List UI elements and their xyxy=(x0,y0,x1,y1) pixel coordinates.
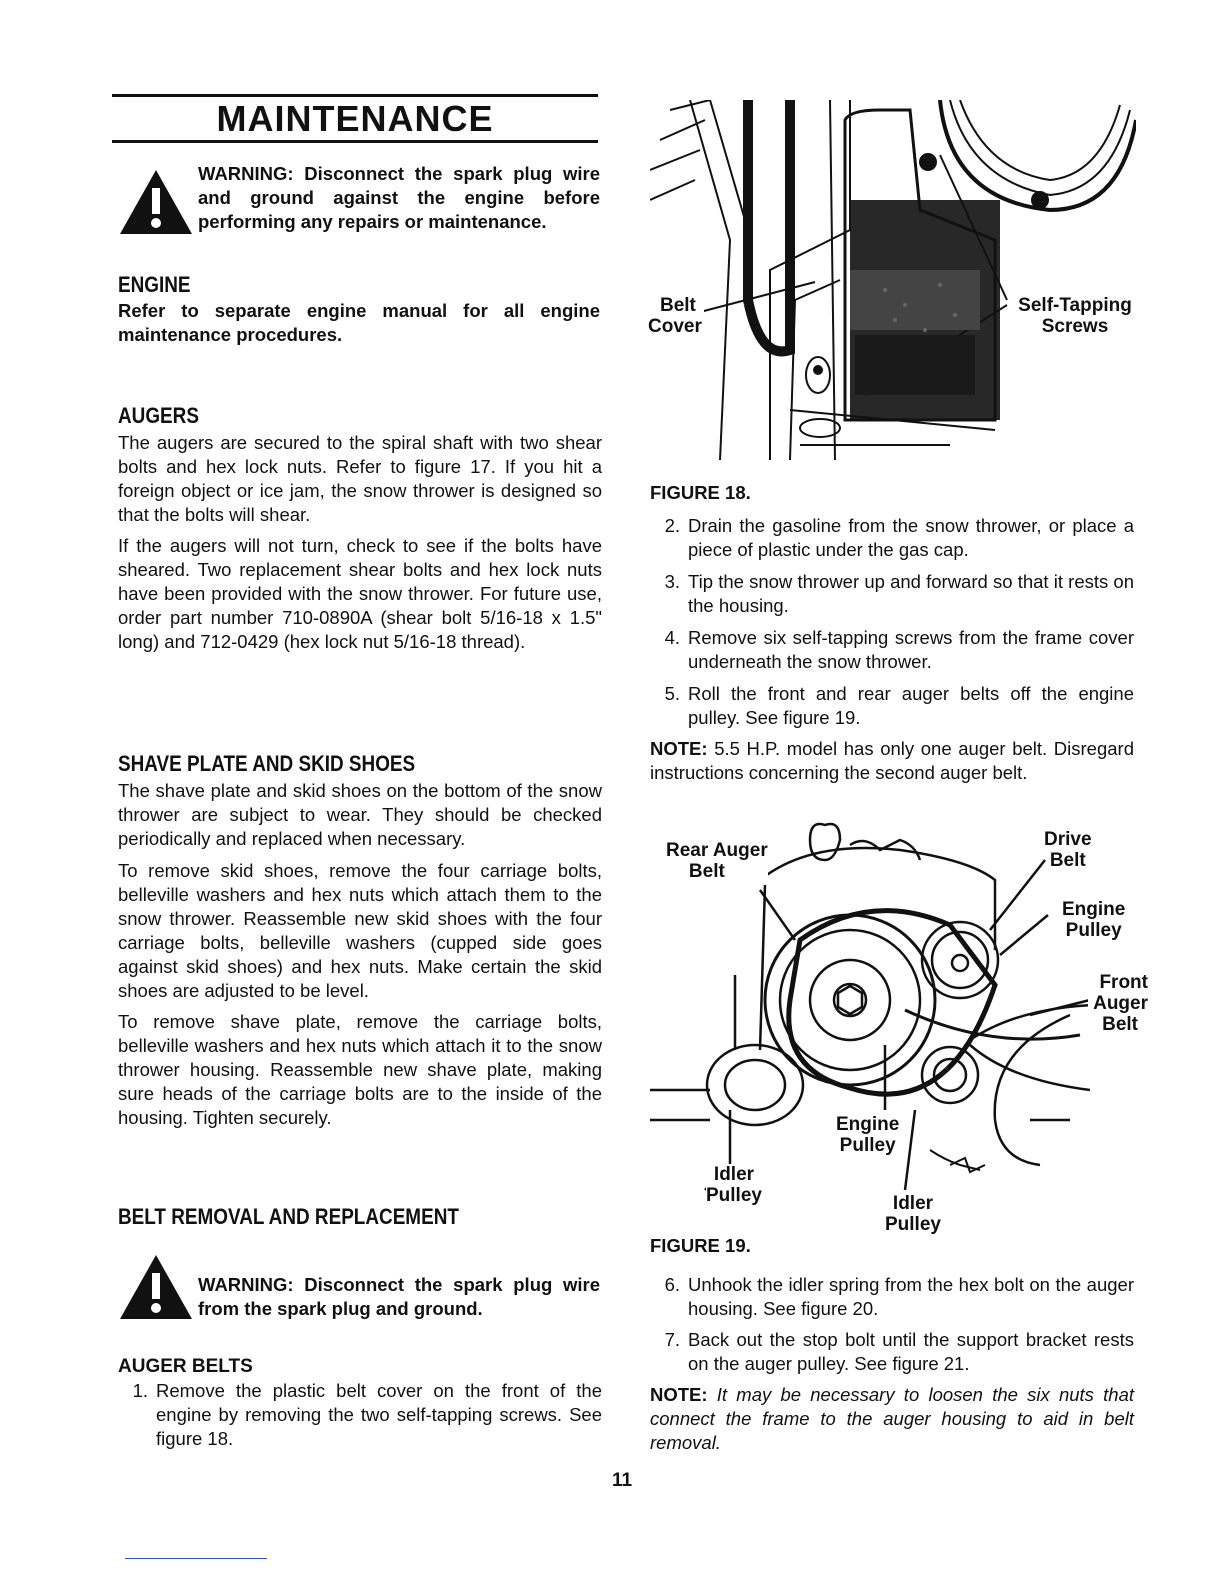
warning-triangle-icon xyxy=(118,168,194,236)
step-3-number: 3. xyxy=(664,571,680,592)
figure-19-label-rear-auger-belt xyxy=(666,840,768,882)
figure-19-label-idler-pulley-right xyxy=(885,1193,941,1235)
augers-heading: AUGERS xyxy=(118,403,199,428)
idler-left-line-1: Idler xyxy=(713,1164,755,1185)
augers-paragraph-1: The augers are secured to the spiral shaft with two shear bolts and hex lock nuts. Refer to figure 17. If you hit a foreign object or ice jam, the snow thrower is designed so that the bolts will shear. xyxy=(118,432,602,525)
warning-2-text: Disconnect the spark plug wire from the spark plug and ground. xyxy=(198,1274,601,1319)
warning-1-label: WARNING: xyxy=(198,163,294,184)
step-6 xyxy=(650,1273,1134,1323)
step-1 xyxy=(118,1379,602,1455)
note-2-text: It may be necessary to loosen the six nuts that connect the frame to the auger housing to aid in belt removal. xyxy=(650,1384,1135,1453)
footer-rule xyxy=(125,1558,267,1559)
rear-auger-line-2: Belt xyxy=(688,861,725,882)
shave-paragraph-3: To remove shave plate, remove the carriage bolts, belleville washers and hex nuts which attach it to the snow thrower housing. Reassemble new shave plate, making sure heads of the carriage bolts are to the inside of the housing. Tighten securely. xyxy=(118,1011,602,1128)
drive-line-2: Belt xyxy=(1049,850,1086,871)
step-7-number: 7. xyxy=(664,1329,680,1350)
step-2 xyxy=(650,514,1134,564)
idler-right-line-1: Idler xyxy=(892,1193,934,1214)
figure-18-label-belt-cover xyxy=(648,295,704,337)
step-2-text: Drain the gasoline from the snow thrower, or place a piece of plastic under the gas cap. xyxy=(688,515,1134,560)
step-7-text: Back out the stop bolt until the support bracket rests on the auger pulley. See figure 21. xyxy=(688,1329,1134,1374)
idler-right-line-2: Pulley xyxy=(885,1214,941,1235)
note-1 xyxy=(650,737,1134,785)
front-auger-line-3: Belt xyxy=(1102,1014,1138,1035)
header-rule-bottom xyxy=(112,140,598,143)
step-2-number: 2. xyxy=(664,515,680,536)
step-4 xyxy=(650,626,1134,676)
step-5-number: 5. xyxy=(664,683,680,704)
warning-1 xyxy=(198,162,600,234)
step-4-number: 4. xyxy=(664,627,680,648)
step-3-text: Tip the snow thrower up and forward so that it rests on the housing. xyxy=(688,571,1134,616)
figure-19-caption: FIGURE 19. xyxy=(650,1235,751,1256)
figure-18-illustration xyxy=(650,100,1136,464)
engine-heading: ENGINE xyxy=(118,272,191,297)
screws-line-2: Screws xyxy=(1041,316,1109,337)
step-7 xyxy=(650,1328,1134,1378)
note-1-label: NOTE: xyxy=(650,738,708,759)
figure-18-label-screws xyxy=(1012,295,1138,337)
page-title: MAINTENANCE xyxy=(216,98,494,139)
warning-2-label: WARNING: xyxy=(198,1274,294,1295)
engine-pulley-top-line-1: Engine xyxy=(1062,899,1126,920)
shave-paragraph-1: The shave plate and skid shoes on the bottom of the snow thrower are subject to wear. They should be checked periodically and replaced when necessary. xyxy=(118,780,602,849)
figure-19-label-idler-pulley-left xyxy=(706,1164,762,1206)
step-6-number: 6. xyxy=(664,1274,680,1295)
step-4-text: Remove six self-tapping screws from the frame cover underneath the snow thrower. xyxy=(688,627,1134,672)
step-5 xyxy=(650,682,1134,732)
rear-auger-line-1: Rear Auger xyxy=(666,840,768,861)
warning-triangle-icon xyxy=(118,1253,194,1321)
screws-line-1: Self-Tapping xyxy=(1018,295,1132,316)
step-6-text: Unhook the idler spring from the hex bolt on the auger housing. See figure 20. xyxy=(688,1274,1134,1319)
front-auger-line-2: Auger xyxy=(1093,993,1148,1014)
step-5-text: Roll the front and rear auger belts off the engine pulley. See figure 19. xyxy=(688,683,1134,728)
page-number: 11 xyxy=(612,1470,633,1491)
warning-2 xyxy=(198,1273,600,1321)
figure-18-caption: FIGURE 18. xyxy=(650,482,751,503)
front-auger-line-1: Front xyxy=(1099,972,1148,993)
figure-19-label-engine-pulley-top xyxy=(1062,899,1125,941)
idler-left-line-2: Pulley xyxy=(706,1185,762,1206)
step-1-number: 1. xyxy=(132,1380,148,1401)
note-2-label: NOTE: xyxy=(650,1384,708,1405)
shave-heading: SHAVE PLATE AND SKID SHOES xyxy=(118,751,416,776)
belt-cover-line-2: Cover xyxy=(648,316,702,337)
auger-belts-subheading: AUGER BELTS xyxy=(118,1356,253,1377)
figure-19-label-engine-pulley-bottom xyxy=(836,1114,899,1156)
figure-19-label-drive-belt xyxy=(1044,829,1092,871)
note-2 xyxy=(650,1383,1134,1455)
belt-heading: BELT REMOVAL AND REPLACEMENT xyxy=(118,1204,459,1229)
augers-paragraph-2: If the augers will not turn, check to see if the bolts have sheared. Two replacement shear bolts and hex lock nuts have been provided with the snow thrower. For future use, order part number 710-0890A (shear bolt 5/16-18 x 1.5" long) and 712-0429 (hex lock nut 5/16-18 thread). xyxy=(118,535,602,652)
step-3 xyxy=(650,570,1134,620)
warning-1-text: Disconnect the spark plug wire and ground against the engine before performing any repairs or maintenance. xyxy=(198,163,601,232)
note-1-text: 5.5 H.P. model has only one auger belt. Disregard instructions concerning the second auger belt. xyxy=(650,738,1134,783)
engine-pulley-bottom-line-1: Engine xyxy=(836,1114,900,1135)
figure-19-label-front-auger-belt xyxy=(1088,972,1148,1035)
drive-line-1: Drive xyxy=(1044,829,1092,850)
shave-paragraph-2: To remove skid shoes, remove the four carriage bolts, belleville washers and hex nuts which attach them to the snow thrower. Reassemble new skid shoes with the four carriage bolts, belleville washers (cupped side goes against skid shoes) and hex nuts. Make certain the skid shoes are adjusted to be level. xyxy=(118,860,602,1001)
engine-text: Refer to separate engine manual for all engine maintenance procedures. xyxy=(118,300,600,345)
step-1-text: Remove the plastic belt cover on the front of the engine by removing the two self-tapping screws. See figure 18. xyxy=(156,1380,602,1449)
engine-pulley-top-line-2: Pulley xyxy=(1065,920,1122,941)
belt-cover-line-1: Belt xyxy=(652,295,704,316)
engine-pulley-bottom-line-2: Pulley xyxy=(839,1135,896,1156)
